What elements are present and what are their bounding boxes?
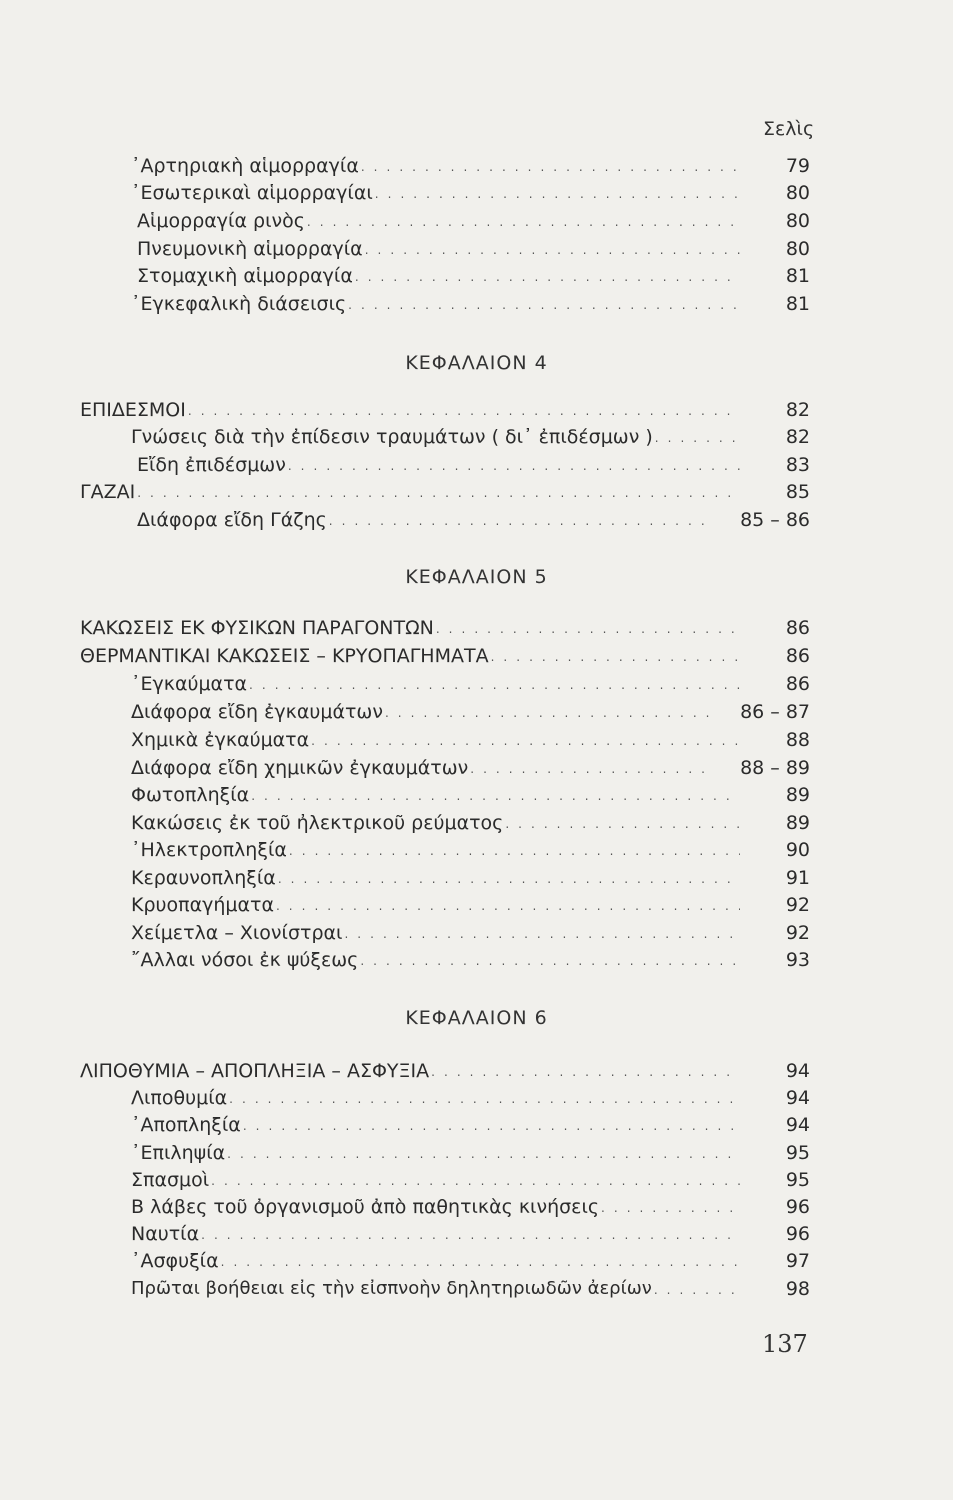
chapter-heading: ΚΕΦΑΛΑΙΟΝ 6 — [405, 1007, 548, 1029]
entry-label: ῎Αλλαι νόσοι ἐκ ψύξεως — [131, 949, 359, 971]
leader-dots — [654, 1282, 740, 1300]
toc-entry — [0, 612, 953, 639]
entry-page: 80 — [785, 210, 810, 232]
entry-page: 79 — [785, 155, 810, 177]
entry-label: Σπασμοὶ — [131, 1169, 210, 1191]
entry-page: 86 — [785, 673, 810, 695]
entry-page: 97 — [785, 1250, 810, 1272]
entry-page: 96 — [785, 1223, 810, 1245]
entry-label: ᾿Εγκαύματα — [131, 673, 248, 695]
chapter-heading: ΚΕΦΑΛΑΙΟΝ 4 — [405, 352, 548, 374]
toc-entry — [0, 449, 953, 476]
entry-page: 86 — [785, 617, 810, 639]
entry-label: Χημικὰ ἐγκαύματα — [131, 729, 310, 751]
toc-entry — [0, 260, 953, 287]
entry-page: 94 — [785, 1114, 810, 1136]
leader-dots — [655, 430, 740, 448]
toc-entry — [0, 1164, 953, 1191]
leader-dots — [505, 816, 740, 834]
entry-label: Β λάβες τοῦ ὀργανισμοῦ ἀπὸ παθητικὰς κινήσεις — [131, 1196, 600, 1218]
leader-dots — [385, 705, 712, 723]
toc-entry — [0, 779, 953, 806]
entry-label: ᾿Ηλεκτροπληξία — [131, 839, 287, 861]
entry-label: ᾿Αρτηριακὴ αἱμορραγία — [131, 155, 359, 177]
toc-entry — [0, 394, 953, 421]
entry-label: ΚΑΚΩΣΕΙΣ ΕΚ ΦΥΣΙΚΩΝ ΠΑΡΑΓΟΝΤΩΝ — [80, 617, 434, 639]
entry-page: 92 — [785, 922, 810, 944]
leader-dots — [249, 677, 740, 695]
leader-dots — [329, 513, 712, 531]
toc-entry — [0, 177, 953, 204]
entry-page: 93 — [785, 949, 810, 971]
toc-entry — [0, 889, 953, 916]
leader-dots — [188, 403, 740, 421]
entry-page: 91 — [785, 867, 810, 889]
entry-label: Αἱμορραγία ρινὸς — [137, 210, 305, 232]
entry-label: ᾿Επιληψία — [131, 1142, 226, 1164]
entry-label: Εἴδη ἐπιδέσμων — [137, 454, 286, 476]
entry-label: Διάφορα εἴδη ἐγκαυμάτων — [131, 701, 383, 723]
toc-entry — [0, 233, 953, 260]
entry-label: Διάφορα εἴδη χημικῶν ἐγκαυμάτων — [131, 757, 469, 779]
entry-page: 81 — [785, 265, 810, 287]
toc-entry — [0, 834, 953, 861]
entry-page: 85 — [785, 481, 810, 503]
leader-dots — [288, 458, 740, 476]
toc-entry — [0, 421, 953, 448]
entry-label: Χείμετλα – Χιονίστραι — [131, 922, 343, 944]
leader-dots — [276, 898, 740, 916]
leader-dots — [365, 242, 740, 260]
entry-label: ᾿Εγκεφαλικὴ διάσεισις — [131, 293, 347, 315]
leader-dots — [278, 871, 740, 889]
toc-entry — [0, 504, 953, 531]
leader-dots — [289, 843, 740, 861]
leader-dots — [221, 1254, 740, 1272]
entry-label: Στομαχικὴ αἱμορραγία — [137, 265, 353, 287]
toc-entry — [0, 150, 953, 177]
toc-entry — [0, 1137, 953, 1164]
entry-label: ᾿Ασφυξία — [131, 1250, 219, 1272]
toc-entry — [0, 668, 953, 695]
entry-label: Γνώσεις διὰ τὴν ἐπίδεσιν τραυμάτων ( δι᾿ ἐπιδέσμων ) — [131, 426, 653, 448]
entry-label: Κεραυνοπληξία — [131, 867, 276, 889]
leader-dots — [436, 621, 740, 639]
leader-dots — [243, 1118, 740, 1136]
entry-label: ᾿Αποπληξία — [131, 1114, 241, 1136]
entry-label: Κακώσεις ἐκ τοῦ ἠλεκτρικοῦ ρεύματος — [131, 812, 504, 834]
toc-entry — [0, 1191, 953, 1218]
toc-entry — [0, 205, 953, 232]
entry-label: ΛΙΠΟΘΥΜΙΑ – ΑΠΟΠΛΗΞΙΑ – ΑΣΦΥΞΙΑ — [80, 1060, 430, 1082]
leader-dots — [137, 485, 740, 503]
leader-dots — [344, 926, 740, 944]
toc-entry — [0, 807, 953, 834]
entry-page: 90 — [785, 839, 810, 861]
toc-entry — [0, 288, 953, 315]
toc-entry — [0, 1055, 953, 1082]
leader-dots — [601, 1200, 740, 1218]
leader-dots — [201, 1227, 740, 1245]
page-number: 137 — [762, 1330, 808, 1358]
chapter-heading: ΚΕΦΑΛΑΙΟΝ 5 — [405, 566, 548, 588]
leader-dots — [355, 269, 740, 287]
entry-label: Κρυοπαγήματα — [131, 894, 274, 916]
entry-label: ᾿Εσωτερικαὶ αἱμορραγίαι — [131, 182, 373, 204]
toc-entry — [0, 944, 953, 971]
entry-page: 81 — [785, 293, 810, 315]
entry-page: 94 — [785, 1060, 810, 1082]
toc-entry — [0, 1082, 953, 1109]
entry-page: 88 – 89 — [740, 757, 810, 779]
leader-dots — [227, 1146, 740, 1164]
entry-label: ΓΑΖΑΙ — [80, 481, 136, 503]
toc-entry — [0, 1218, 953, 1245]
leader-dots — [470, 761, 712, 779]
entry-page: 89 — [785, 784, 810, 806]
leader-dots — [361, 159, 740, 177]
toc-entry — [0, 752, 953, 779]
toc-entry — [0, 724, 953, 751]
toc-entry — [0, 1109, 953, 1136]
entry-page: 95 — [785, 1169, 810, 1191]
toc-entry — [0, 917, 953, 944]
entry-page: 85 – 86 — [740, 509, 810, 531]
entry-page: 92 — [785, 894, 810, 916]
entry-page: 83 — [785, 454, 810, 476]
entry-page: 96 — [785, 1196, 810, 1218]
leader-dots — [229, 1091, 740, 1109]
leader-dots — [311, 733, 740, 751]
page-column-label: Σελὶς — [763, 118, 815, 140]
entry-label: ΕΠΙΔΕΣΜΟΙ — [80, 399, 186, 421]
entry-label: Λιποθυμία — [131, 1087, 228, 1109]
entry-page: 89 — [785, 812, 810, 834]
entry-page: 88 — [785, 729, 810, 751]
entry-label: Φωτοπληξία — [131, 784, 250, 806]
entry-label: Ναυτία — [131, 1223, 200, 1245]
toc-entry — [0, 476, 953, 503]
toc-entry — [0, 1245, 953, 1272]
toc-entry — [0, 1273, 953, 1300]
leader-dots — [348, 297, 740, 315]
entry-page: 86 – 87 — [740, 701, 810, 723]
leader-dots — [491, 649, 740, 667]
entry-page: 80 — [785, 238, 810, 260]
entry-page: 82 — [785, 399, 810, 421]
entry-page: 82 — [785, 426, 810, 448]
entry-label: Πρῶται βοήθειαι εἰς τὴν εἰσπνοὴν δηλητηριωδῶν ἀερίων — [131, 1278, 652, 1299]
entry-label: Πνευμονικὴ αἱμορραγία — [137, 238, 363, 260]
entry-page: 80 — [785, 182, 810, 204]
leader-dots — [360, 953, 740, 971]
entry-label: ΘΕΡΜΑΝΤΙΚΑΙ ΚΑΚΩΣΕΙΣ – ΚΡΥΟΠΑΓΗΜΑΤΑ — [80, 645, 489, 667]
toc-entry — [0, 862, 953, 889]
leader-dots — [251, 788, 740, 806]
entry-page: 94 — [785, 1087, 810, 1109]
entry-page: 98 — [785, 1278, 810, 1300]
toc-entry — [0, 696, 953, 723]
leader-dots — [431, 1064, 740, 1082]
entry-label: Διάφορα εἴδη Γάζης — [137, 509, 327, 531]
toc-entry — [0, 640, 953, 667]
leader-dots — [307, 214, 740, 232]
entry-page: 95 — [785, 1142, 810, 1164]
leader-dots — [375, 186, 740, 204]
leader-dots — [211, 1173, 740, 1191]
entry-page: 86 — [785, 645, 810, 667]
